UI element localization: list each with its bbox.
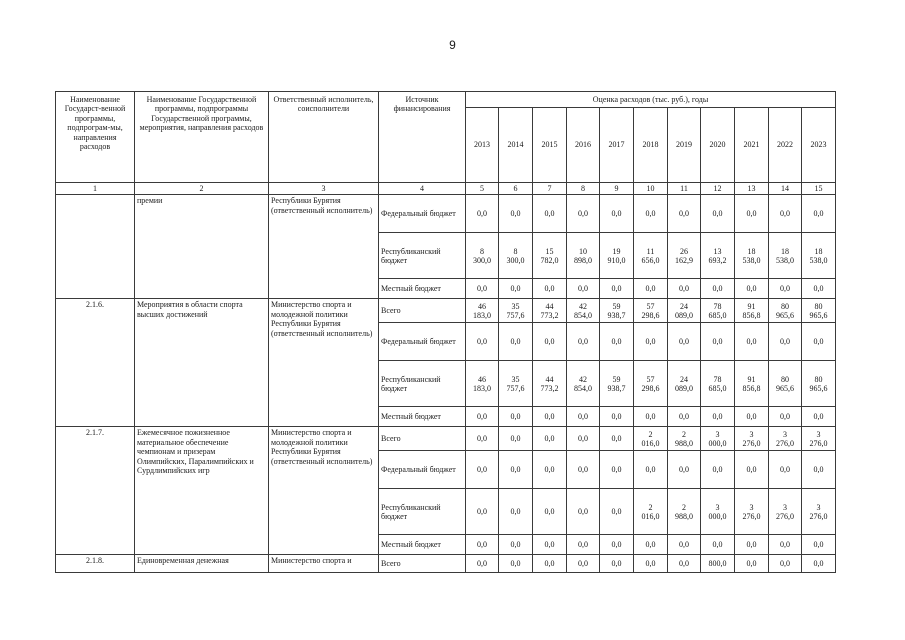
expense-value: 0,0 — [567, 535, 600, 555]
expense-value: 8 300,0 — [466, 233, 499, 279]
measure-code: 2.1.6. — [56, 299, 135, 427]
expense-value: 2 988,0 — [668, 427, 701, 451]
expense-value: 0,0 — [634, 451, 668, 489]
expense-value: 0,0 — [701, 323, 735, 361]
expense-value: 0,0 — [634, 195, 668, 233]
header-year: 2015 — [533, 108, 567, 183]
header-row — [56, 92, 836, 108]
header-expenses: Оценка расходов (тыс. руб.), годы — [466, 92, 836, 108]
expense-value: 0,0 — [499, 323, 533, 361]
expense-value: 0,0 — [466, 535, 499, 555]
expense-value: 0,0 — [567, 279, 600, 299]
expense-value: 0,0 — [668, 555, 701, 573]
expense-value: 0,0 — [769, 279, 802, 299]
expense-value: 0,0 — [499, 195, 533, 233]
expense-value: 0,0 — [533, 323, 567, 361]
header-year: 2022 — [769, 108, 802, 183]
expense-value: 0,0 — [735, 451, 769, 489]
expense-value: 0,0 — [567, 407, 600, 427]
header-responsible: Ответственный исполнитель, соисполнители — [269, 92, 379, 183]
expense-value: 0,0 — [769, 555, 802, 573]
expense-value: 0,0 — [499, 555, 533, 573]
expense-value: 0,0 — [600, 279, 634, 299]
expense-value: 0,0 — [567, 195, 600, 233]
funding-source: Местный бюджет — [379, 279, 466, 299]
column-number: 15 — [802, 183, 836, 195]
expense-value: 0,0 — [600, 427, 634, 451]
expense-value: 0,0 — [802, 279, 836, 299]
expense-value: 0,0 — [769, 535, 802, 555]
expense-value: 0,0 — [533, 195, 567, 233]
expense-value: 0,0 — [499, 535, 533, 555]
column-number: 4 — [379, 183, 466, 195]
expense-value: 57 298,6 — [634, 299, 668, 323]
header-source: Источник финансирования — [379, 92, 466, 183]
expense-value: 3 276,0 — [769, 489, 802, 535]
expense-value: 0,0 — [668, 407, 701, 427]
expense-value: 57 298,6 — [634, 361, 668, 407]
expense-value: 0,0 — [701, 279, 735, 299]
expense-value: 0,0 — [634, 535, 668, 555]
expense-value: 0,0 — [668, 451, 701, 489]
expense-value: 0,0 — [499, 451, 533, 489]
expense-value: 0,0 — [735, 407, 769, 427]
expense-value: 0,0 — [533, 555, 567, 573]
column-number: 13 — [735, 183, 769, 195]
funding-source: Республиканский бюджет — [379, 233, 466, 279]
expense-value: 0,0 — [634, 407, 668, 427]
expense-value: 0,0 — [735, 195, 769, 233]
funding-source: Федеральный бюджет — [379, 451, 466, 489]
funding-source: Республиканский бюджет — [379, 489, 466, 535]
expense-value: 91 856,8 — [735, 361, 769, 407]
table-row — [56, 427, 836, 451]
expense-value: 24 089,0 — [668, 299, 701, 323]
responsible-executor: Министерство спорта и молодежной политики Республики Бурятия (ответственный исполнитель) — [269, 299, 379, 427]
funding-source: Всего — [379, 299, 466, 323]
expense-value: 42 854,0 — [567, 361, 600, 407]
expense-value: 0,0 — [567, 451, 600, 489]
expense-value: 3 276,0 — [802, 427, 836, 451]
responsible-executor: Республики Бурятия (ответственный исполнитель) — [269, 195, 379, 299]
expense-value: 0,0 — [735, 555, 769, 573]
funding-source: Республиканский бюджет — [379, 361, 466, 407]
expense-value: 0,0 — [533, 535, 567, 555]
expense-value: 18 538,0 — [802, 233, 836, 279]
expense-value: 0,0 — [600, 535, 634, 555]
expense-value: 0,0 — [600, 451, 634, 489]
responsible-executor: Министерство спорта и молодежной политики Республики Бурятия (ответственный исполнитель) — [269, 427, 379, 555]
expense-value: 0,0 — [466, 489, 499, 535]
header-year: 2014 — [499, 108, 533, 183]
expense-value: 80 965,6 — [802, 361, 836, 407]
table-row — [56, 195, 836, 233]
measure-name: Ежемесячное пожизненное материальное обеспечение чемпионам и призерам Олимпийских, Паралимпийских и Сурдлимпийских игр — [135, 427, 269, 555]
expense-value: 13 693,2 — [701, 233, 735, 279]
expense-value: 2 016,0 — [634, 489, 668, 535]
expense-value: 0,0 — [802, 555, 836, 573]
measure-name: Мероприятия в области спорта высших достижений — [135, 299, 269, 427]
header-year: 2019 — [668, 108, 701, 183]
expense-value: 0,0 — [533, 489, 567, 535]
expense-value: 0,0 — [466, 427, 499, 451]
expense-value: 0,0 — [735, 279, 769, 299]
expense-value: 0,0 — [499, 279, 533, 299]
expense-value: 80 965,6 — [769, 361, 802, 407]
expense-value: 8 300,0 — [499, 233, 533, 279]
expense-value: 0,0 — [466, 279, 499, 299]
measure-code: 2.1.8. — [56, 555, 135, 573]
column-number: 11 — [668, 183, 701, 195]
expense-value: 0,0 — [567, 323, 600, 361]
expense-value: 59 938,7 — [600, 361, 634, 407]
expense-value: 80 965,6 — [769, 299, 802, 323]
expense-value: 26 162,9 — [668, 233, 701, 279]
expense-value: 35 757,6 — [499, 361, 533, 407]
funding-source: Местный бюджет — [379, 535, 466, 555]
column-number: 2 — [135, 183, 269, 195]
expense-value: 46 183,0 — [466, 361, 499, 407]
expense-value: 0,0 — [600, 407, 634, 427]
expense-value: 0,0 — [668, 279, 701, 299]
expense-value: 3 276,0 — [769, 427, 802, 451]
expense-value: 0,0 — [634, 279, 668, 299]
funding-source: Всего — [379, 555, 466, 573]
funding-source: Федеральный бюджет — [379, 323, 466, 361]
expense-value: 0,0 — [701, 407, 735, 427]
expense-value: 3 276,0 — [735, 489, 769, 535]
expense-value: 44 773,2 — [533, 361, 567, 407]
expense-value: 18 538,0 — [735, 233, 769, 279]
header-year: 2013 — [466, 108, 499, 183]
expense-value: 0,0 — [533, 427, 567, 451]
expense-value: 2 988,0 — [668, 489, 701, 535]
expense-value: 0,0 — [735, 323, 769, 361]
funding-source: Всего — [379, 427, 466, 451]
expense-value: 0,0 — [600, 195, 634, 233]
expense-value: 0,0 — [600, 489, 634, 535]
column-number: 9 — [600, 183, 634, 195]
expense-value: 0,0 — [499, 407, 533, 427]
expense-value: 59 938,7 — [600, 299, 634, 323]
expense-value: 0,0 — [499, 427, 533, 451]
measure-name: премии — [135, 195, 269, 299]
expense-value: 0,0 — [600, 323, 634, 361]
expense-value: 19 910,0 — [600, 233, 634, 279]
expense-value: 0,0 — [567, 555, 600, 573]
table-row — [56, 555, 836, 573]
expense-value: 0,0 — [634, 323, 668, 361]
expense-value: 3 276,0 — [802, 489, 836, 535]
expense-value: 0,0 — [701, 451, 735, 489]
expense-value: 0,0 — [701, 535, 735, 555]
expense-value: 0,0 — [668, 323, 701, 361]
expense-value: 0,0 — [499, 489, 533, 535]
measure-name: Единовременная денежная — [135, 555, 269, 573]
expense-value: 78 685,0 — [701, 361, 735, 407]
expense-value: 0,0 — [634, 555, 668, 573]
table-row — [56, 299, 836, 323]
expense-value: 2 016,0 — [634, 427, 668, 451]
expense-value: 3 000,0 — [701, 427, 735, 451]
expense-value: 0,0 — [466, 323, 499, 361]
expense-value: 0,0 — [701, 195, 735, 233]
expense-value: 0,0 — [533, 451, 567, 489]
expense-value: 11 656,0 — [634, 233, 668, 279]
expense-value: 18 538,0 — [769, 233, 802, 279]
expense-value: 3 000,0 — [701, 489, 735, 535]
column-number: 1 — [56, 183, 135, 195]
expense-value: 0,0 — [802, 323, 836, 361]
expense-value: 0,0 — [802, 451, 836, 489]
expense-value: 0,0 — [567, 489, 600, 535]
expense-value: 0,0 — [466, 195, 499, 233]
expense-value: 0,0 — [668, 535, 701, 555]
expense-value: 80 965,6 — [802, 299, 836, 323]
column-number: 12 — [701, 183, 735, 195]
funding-source: Местный бюджет — [379, 407, 466, 427]
expense-value: 24 089,0 — [668, 361, 701, 407]
expense-value: 0,0 — [668, 195, 701, 233]
expense-value: 0,0 — [466, 407, 499, 427]
header-year: 2018 — [634, 108, 668, 183]
expense-value: 0,0 — [600, 555, 634, 573]
expense-value: 10 898,0 — [567, 233, 600, 279]
expense-value: 46 183,0 — [466, 299, 499, 323]
header-subprogram: Наименование Государственной программы, подпрограммы Государственной программы, мероприятия, направления расходов — [135, 92, 269, 183]
expense-value: 35 757,6 — [499, 299, 533, 323]
measure-code: 2.1.7. — [56, 427, 135, 555]
expense-value: 0,0 — [735, 535, 769, 555]
column-number: 8 — [567, 183, 600, 195]
expense-value: 0,0 — [769, 195, 802, 233]
expense-value: 42 854,0 — [567, 299, 600, 323]
expense-value: 3 276,0 — [735, 427, 769, 451]
funding-source: Федеральный бюджет — [379, 195, 466, 233]
header-year: 2016 — [567, 108, 600, 183]
expense-value: 78 685,0 — [701, 299, 735, 323]
expense-value: 0,0 — [533, 407, 567, 427]
expense-value: 0,0 — [802, 535, 836, 555]
column-number-row — [56, 183, 836, 195]
expense-value: 0,0 — [567, 427, 600, 451]
column-number: 3 — [269, 183, 379, 195]
header-program: Наименование Государст-венной программы, подпрограм-мы, направления расходов — [56, 92, 135, 183]
expense-value: 15 782,0 — [533, 233, 567, 279]
budget-table — [55, 91, 836, 573]
measure-code — [56, 195, 135, 299]
expense-value: 800,0 — [701, 555, 735, 573]
expense-value: 0,0 — [533, 279, 567, 299]
expense-value: 91 856,8 — [735, 299, 769, 323]
header-year: 2021 — [735, 108, 769, 183]
expense-value: 0,0 — [466, 451, 499, 489]
header-year: 2020 — [701, 108, 735, 183]
expense-value: 0,0 — [769, 323, 802, 361]
header-year: 2017 — [600, 108, 634, 183]
expense-value: 0,0 — [466, 555, 499, 573]
expense-value: 0,0 — [769, 407, 802, 427]
header-year: 2023 — [802, 108, 836, 183]
expense-value: 44 773,2 — [533, 299, 567, 323]
column-number: 6 — [499, 183, 533, 195]
column-number: 10 — [634, 183, 668, 195]
expense-value: 0,0 — [802, 407, 836, 427]
column-number: 14 — [769, 183, 802, 195]
expense-value: 0,0 — [802, 195, 836, 233]
responsible-executor: Министерство спорта и — [269, 555, 379, 573]
expense-value: 0,0 — [769, 451, 802, 489]
page-number: 9 — [449, 38, 456, 52]
column-number: 7 — [533, 183, 567, 195]
column-number: 5 — [466, 183, 499, 195]
